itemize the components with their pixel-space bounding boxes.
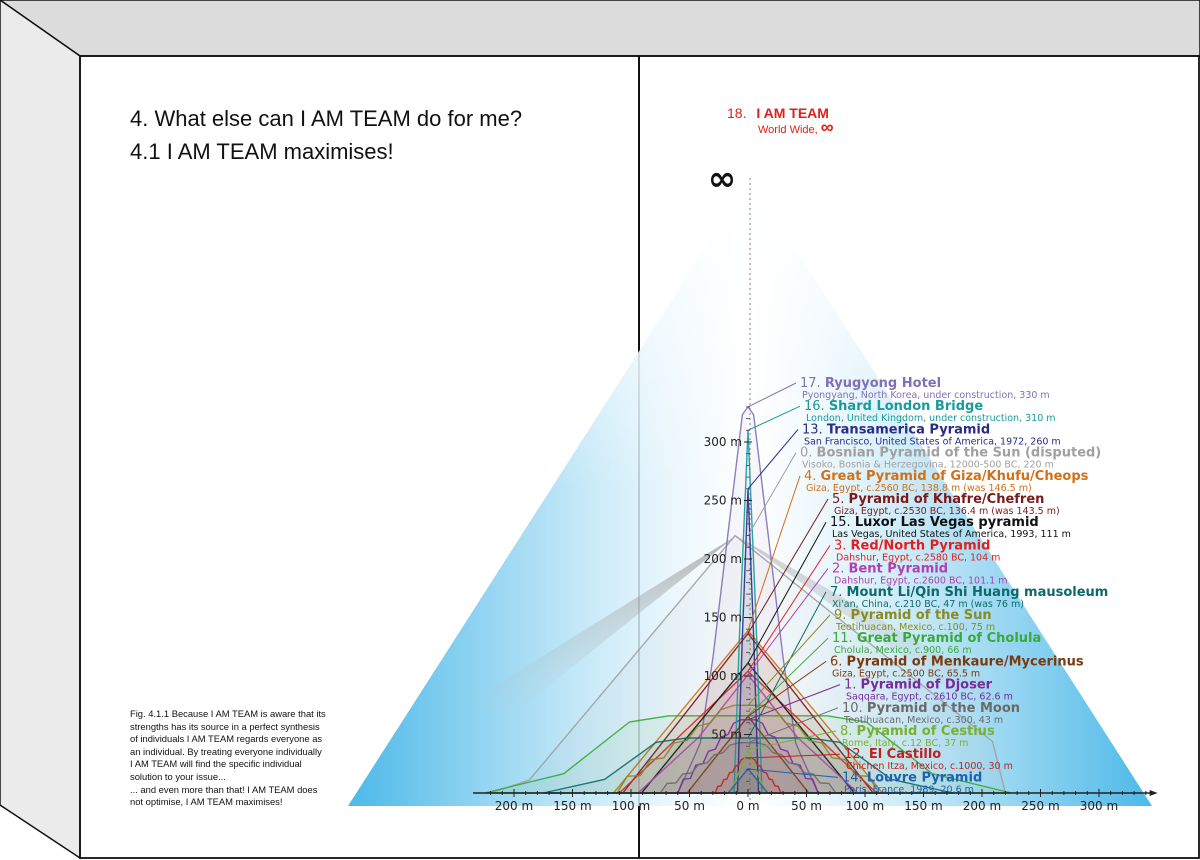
structure-number: 9. (834, 608, 851, 623)
structure-name: Pyramid of Cestius (856, 724, 995, 739)
structure-detail: Pyongyang, North Korea, under construction, 330 m (802, 390, 1050, 401)
structure-label (844, 678, 993, 693)
y-tick-label: 200 m (703, 552, 742, 566)
structure-name: Bosnian Pyramid of the Sun (disputed) (816, 445, 1102, 461)
structure-name: Red/North Pyramid (850, 538, 991, 554)
structure-number: 17. (800, 376, 825, 391)
caption-line: I AM TEAM will find the specific individual (130, 758, 302, 770)
structure-detail: Giza, Egypt, c.2560 BC, 138.8 m (was 146.5 m) (806, 482, 1032, 494)
structure-label (832, 631, 1041, 646)
i-am-team-detail-text: World Wide, (758, 124, 818, 136)
x-tick-label: 300 m (1079, 799, 1119, 813)
structure-number: 4. (804, 468, 821, 484)
y-tick-label: 300 m (703, 435, 742, 449)
structure-number: 1. (844, 677, 861, 693)
structure-detail: San Francisco, United States of America, 1972, 260 m (804, 436, 1061, 448)
structure-label (802, 422, 990, 437)
structure-name: Louvre Pyramid (866, 770, 983, 786)
structure-number: 3. (834, 538, 851, 554)
caption-line: solution to your issue... (130, 770, 226, 782)
structure-number: 15. (830, 515, 855, 531)
structure-label (834, 538, 990, 553)
structure-name: Bent Pyramid (848, 561, 949, 577)
structure-name: Ryugyong Hotel (824, 376, 942, 391)
x-tick-label: 100 m (611, 799, 651, 813)
x-axis-arrow (1150, 790, 1158, 796)
i-am-team-title (727, 105, 829, 121)
structure-detail: Teotihuacan, Mexico, c.300, 43 m (844, 714, 1004, 726)
structure-name: Great Pyramid of Giza/Khufu/Cheops (820, 468, 1089, 484)
x-tick-label: 250 m (1021, 799, 1060, 813)
structure-name: Transamerica Pyramid (826, 422, 991, 438)
caption-line: of individuals I AM TEAM regards everyone as (130, 733, 323, 745)
structure-name: El Castillo (868, 747, 942, 763)
structure-label (832, 492, 1044, 507)
box-top-face (0, 0, 1200, 56)
structure-number: 12. (844, 747, 869, 763)
structure-number: 13. (802, 422, 827, 438)
caption-line: an individual. By treating everyone individually (130, 745, 322, 757)
i-am-team-infinity: ∞ (820, 117, 834, 137)
caption-line: Fig. 4.1.1 Because I AM TEAM is aware that its (130, 708, 326, 719)
structure-name: Pyramid of Djoser (860, 677, 993, 693)
structure-name: Pyramid of the Sun (850, 608, 992, 623)
structure-label (804, 399, 983, 414)
subsection-heading: 4.1 I AM TEAM maximises! (130, 139, 394, 164)
structure-number: 7. (830, 584, 847, 600)
structure-label (844, 747, 941, 762)
box-left-face (0, 0, 80, 858)
i-am-team-label (727, 105, 834, 137)
y-tick-label: 150 m (703, 610, 742, 625)
x-tick-label: 200 m (494, 799, 534, 813)
structure-label (830, 515, 1039, 530)
caption-line: strengths has its source in a perfect synthesis (130, 720, 320, 732)
x-tick-label: 0 m (736, 799, 760, 813)
x-tick-label: 50 m (791, 799, 822, 813)
structure-label (842, 770, 982, 785)
structure-detail: Cholula, Mexico, c.900, 66 m (834, 645, 972, 657)
x-tick-label: 200 m (962, 799, 1002, 813)
structure-name: Pyramid of Khafre/Chefren (848, 492, 1045, 507)
structure-number: 6. (830, 654, 847, 670)
structure-detail: Chichen Itza, Mexico, c.1000, 30 m (846, 761, 1013, 773)
x-tick-label: 100 m (845, 799, 885, 813)
caption-line: not optimise, I AM TEAM maximises! (130, 796, 283, 808)
structure-label (804, 469, 1089, 484)
structure-label (832, 562, 948, 577)
y-tick-label: 250 m (703, 493, 742, 508)
apex-infinity-symbol: ∞ (707, 159, 737, 199)
structure-label (842, 701, 1020, 716)
structure-label (830, 654, 1084, 669)
structure-detail: Giza, Egypt, c.2500 BC, 65.5 m (832, 668, 981, 680)
structure-label (840, 724, 995, 739)
structure-name: Pyramid of the Moon (866, 700, 1021, 716)
structure-number: 8. (840, 724, 857, 739)
structure-detail: Visoko, Bosnia & Herzegovina, 12000-500 BC, 220 m (802, 459, 1054, 471)
structure-detail: Saqqara, Egypt, c.2610 BC, 62.6 m (846, 691, 1013, 703)
x-tick-label: 150 m (553, 799, 592, 813)
x-tick-label: 150 m (904, 799, 943, 813)
structure-name: Great Pyramid of Cholula (856, 631, 1042, 647)
structure-name: Pyramid of Menkaure/Mycerinus (846, 654, 1084, 670)
structure-number: 0. (800, 445, 817, 461)
x-tick-label: 50 m (674, 799, 705, 813)
structure-number: 2. (832, 561, 849, 577)
y-tick-label: 100 m (703, 669, 742, 683)
structure-label (834, 608, 992, 623)
structure-detail: Paris, France, 1989, 20.6 m (844, 784, 974, 796)
i-am-team-number: 18. (727, 105, 747, 121)
structure-label (800, 446, 1101, 461)
structure-name: Shard London Bridge (828, 399, 984, 415)
structure-label (830, 585, 1108, 600)
structure-detail: Teotihuacan, Mexico, c.100, 75 m (836, 622, 996, 633)
structure-name: Mount Li/Qin Shi Huang mausoleum (846, 584, 1109, 600)
structure-label (800, 376, 941, 391)
y-tick-label: 50 m (711, 727, 742, 742)
structure-detail: Xi'an, China, c.210 BC, 47 m (was 76 m) (832, 598, 1024, 610)
i-am-team-name: I AM TEAM (756, 105, 829, 121)
section-heading: 4. What else can I AM TEAM do for me? (130, 106, 523, 131)
structure-detail: Giza, Egypt, c.2530 BC, 136.4 m (was 143.5 m) (834, 506, 1060, 517)
structure-number: 5. (832, 492, 849, 507)
structure-number: 10. (842, 700, 867, 716)
structure-detail: Rome, Italy, c.12 BC, 37 m (842, 738, 969, 749)
structure-detail: Dahshur, Egypt, c.2580 BC, 104 m (836, 552, 1001, 564)
structure-name: Luxor Las Vegas pyramid (854, 515, 1039, 531)
structure-number: 11. (832, 631, 857, 647)
structure-detail: Las Vegas, United States of America, 1993, 111 m (832, 529, 1071, 541)
structure-detail: London, United Kingdom, under construction, 310 m (806, 413, 1056, 425)
structure-detail: Dahshur, Egypt, c.2600 BC, 101.1 m (834, 575, 1008, 587)
structure-number: 16. (804, 399, 829, 415)
figure-caption (130, 708, 345, 809)
caption-line: ... and even more than that! I AM TEAM does (130, 783, 318, 795)
structure-number: 14. (842, 770, 867, 786)
